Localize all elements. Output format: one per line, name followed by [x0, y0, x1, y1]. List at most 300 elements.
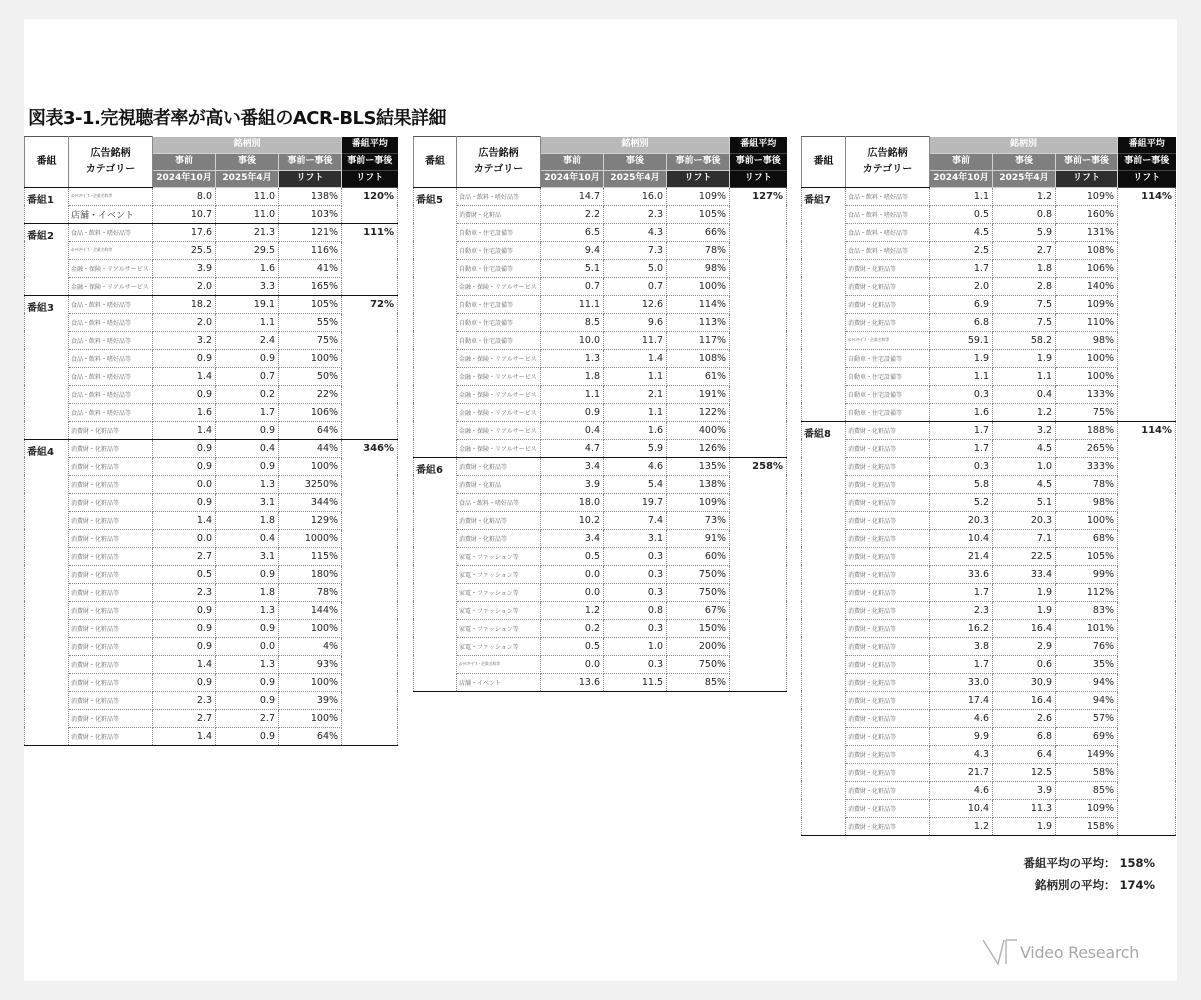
after-value: 2.3 — [604, 205, 667, 223]
category-cell: 家電・ファッション等 — [457, 583, 541, 601]
category-cell: 金融・保険・リアルサービス — [457, 349, 541, 367]
category-cell: 消費財・化粧品等 — [69, 619, 153, 637]
lift-value: 109% — [667, 493, 730, 511]
before-value: 2.7 — [153, 709, 216, 727]
category-cell: 消費財・化粧品等 — [69, 709, 153, 727]
header-avg-diff: 事前ー事後 — [1118, 153, 1176, 170]
after-value: 2.1 — [604, 385, 667, 403]
lift-value: 117% — [667, 331, 730, 349]
before-value: 5.2 — [930, 493, 993, 511]
after-value: 2.6 — [993, 709, 1056, 727]
header-after: 事後 — [216, 153, 279, 170]
lift-value: 750% — [667, 565, 730, 583]
lift-value: 35% — [1056, 655, 1118, 673]
category-cell: 金融・保険・リアルサービス — [457, 367, 541, 385]
lift-value: 400% — [667, 421, 730, 439]
before-value: 17.6 — [153, 223, 216, 241]
after-value: 0.3 — [604, 565, 667, 583]
header-after-date: 2025年4月 — [993, 170, 1056, 187]
before-value: 0.0 — [153, 475, 216, 493]
before-value: 1.4 — [153, 727, 216, 745]
program-name: 番組1 — [25, 187, 69, 223]
after-value: 1.9 — [993, 583, 1056, 601]
before-value: 0.7 — [541, 277, 604, 295]
before-value: 10.2 — [541, 511, 604, 529]
after-value: 1.8 — [216, 583, 279, 601]
before-value: 3.4 — [541, 529, 604, 547]
before-value: 2.2 — [541, 205, 604, 223]
lift-value: 85% — [667, 673, 730, 691]
lift-value: 109% — [1056, 187, 1118, 205]
after-value: 1.9 — [993, 817, 1056, 835]
lift-value: 4% — [279, 637, 342, 655]
after-value: 0.9 — [216, 691, 279, 709]
logo-mark-icon — [982, 938, 1018, 966]
before-value: 1.2 — [930, 817, 993, 835]
header-lift: リフト — [279, 170, 342, 187]
after-value: 0.9 — [216, 673, 279, 691]
lift-value: 3250% — [279, 475, 342, 493]
category-cell: 食品・飲料・嗜好品等 — [69, 403, 153, 421]
after-value: 20.3 — [993, 511, 1056, 529]
after-value: 1.7 — [216, 403, 279, 421]
program-average-lift: 127% — [730, 187, 787, 457]
category-cell: 自動車・住宅設備等 — [846, 367, 930, 385]
before-value: 33.6 — [930, 565, 993, 583]
lift-value: 68% — [1056, 529, 1118, 547]
category-cell: 食品・飲料・嗜好品等 — [69, 295, 153, 313]
lift-value: 150% — [667, 619, 730, 637]
before-value: 18.2 — [153, 295, 216, 313]
category-cell: 消費財・化粧品等 — [846, 799, 930, 817]
lift-value: 121% — [279, 223, 342, 241]
lift-value: 99% — [1056, 565, 1118, 583]
category-cell: 消費財・化粧品等 — [846, 313, 930, 331]
before-value: 1.4 — [153, 421, 216, 439]
header-before: 事前 — [541, 153, 604, 170]
before-value: 10.7 — [153, 205, 216, 223]
lift-value: 160% — [1056, 205, 1118, 223]
before-value: 1.9 — [930, 349, 993, 367]
after-value: 2.9 — [993, 637, 1056, 655]
category-cell: 自動車・住宅設備等 — [457, 223, 541, 241]
before-value: 10.4 — [930, 529, 993, 547]
lift-value: 100% — [279, 709, 342, 727]
lift-value: 165% — [279, 277, 342, 295]
after-value: 1.1 — [604, 403, 667, 421]
category-cell: 消費財・化粧品等 — [846, 295, 930, 313]
after-value: 1.9 — [993, 349, 1056, 367]
table-row — [25, 439, 398, 457]
category-cell: 金融・保険・リアルサービス — [457, 277, 541, 295]
category-cell: 消費財・化粧品等 — [69, 565, 153, 583]
after-value: 5.4 — [604, 475, 667, 493]
before-value: 4.3 — [930, 745, 993, 763]
after-value: 3.1 — [216, 493, 279, 511]
lift-table-2 — [413, 136, 787, 692]
program-average-lift: 111% — [342, 223, 398, 295]
after-value: 0.2 — [216, 385, 279, 403]
before-value: 6.9 — [930, 295, 993, 313]
lift-value: 106% — [1056, 259, 1118, 277]
lift-value: 50% — [279, 367, 342, 385]
header-diff: 事前ー事後 — [279, 153, 342, 170]
lift-value: 75% — [279, 331, 342, 349]
after-value: 1.9 — [993, 601, 1056, 619]
before-value: 4.5 — [930, 223, 993, 241]
lift-value: 75% — [1056, 403, 1118, 421]
category-cell: 消費財・化粧品等 — [846, 655, 930, 673]
table-row — [414, 187, 787, 205]
lift-value: 94% — [1056, 691, 1118, 709]
after-value: 0.8 — [993, 205, 1056, 223]
category-cell: 金融・保険・リアルサービス — [457, 421, 541, 439]
after-value: 12.5 — [993, 763, 1056, 781]
category-cell: 自動車・住宅設備等 — [457, 331, 541, 349]
lift-value: 116% — [279, 241, 342, 259]
after-value: 1.6 — [216, 259, 279, 277]
category-cell: 家電・ファッション等 — [457, 601, 541, 619]
after-value: 11.5 — [604, 673, 667, 691]
lift-value: 105% — [279, 295, 342, 313]
lift-value: 110% — [1056, 313, 1118, 331]
lift-value: 103% — [279, 205, 342, 223]
before-value: 1.6 — [930, 403, 993, 421]
category-cell: 消費財・化粧品等 — [69, 511, 153, 529]
lift-value: 44% — [279, 439, 342, 457]
category-cell: 食品・飲料・嗜好品等 — [69, 385, 153, 403]
before-value: 2.0 — [153, 313, 216, 331]
category-cell: 家電・ファッション等 — [457, 547, 541, 565]
category-cell: 消費財・化粧品等 — [846, 601, 930, 619]
after-value: 3.3 — [216, 277, 279, 295]
header-lift: リフト — [1056, 170, 1118, 187]
program-average-summary: 番組平均の平均： 158% — [1023, 856, 1155, 870]
category-cell: 消費財・化粧品等 — [69, 655, 153, 673]
before-value: 3.9 — [153, 259, 216, 277]
category-cell: 消費財・化粧品等 — [69, 421, 153, 439]
after-value: 0.9 — [216, 349, 279, 367]
header-program-average: 番組平均 — [730, 137, 787, 154]
lift-value: 64% — [279, 727, 342, 745]
category-cell: 食品・飲料・嗜好品等 — [846, 205, 930, 223]
lift-value: 112% — [1056, 583, 1118, 601]
before-value: 3.2 — [153, 331, 216, 349]
lift-value: 750% — [667, 583, 730, 601]
lift-value: 108% — [667, 349, 730, 367]
table-row — [802, 421, 1176, 439]
program-name: 番組2 — [25, 223, 69, 295]
after-value: 0.9 — [216, 727, 279, 745]
after-value: 0.6 — [993, 655, 1056, 673]
header-brand-group: 銘柄別 — [153, 137, 342, 154]
before-value: 0.0 — [541, 655, 604, 673]
before-value: 1.7 — [930, 421, 993, 439]
category-cell: 自動車・住宅設備等 — [846, 385, 930, 403]
after-value: 9.6 — [604, 313, 667, 331]
category-cell: 消費財・化粧品等 — [846, 745, 930, 763]
after-value: 0.9 — [216, 457, 279, 475]
before-value: 18.0 — [541, 493, 604, 511]
after-value: 0.8 — [604, 601, 667, 619]
lift-value: 106% — [279, 403, 342, 421]
before-value: 1.4 — [153, 655, 216, 673]
lift-value: 149% — [1056, 745, 1118, 763]
category-cell: 消費財・化粧品等 — [846, 781, 930, 799]
lift-value: 41% — [279, 259, 342, 277]
lift-value: 100% — [1056, 367, 1118, 385]
category-cell: 消費財・化粧品等 — [69, 601, 153, 619]
before-value: 0.3 — [930, 385, 993, 403]
after-value: 1.6 — [604, 421, 667, 439]
header-after: 事後 — [993, 153, 1056, 170]
after-value: 30.9 — [993, 673, 1056, 691]
category-cell: 食品・飲料・嗜好品等 — [69, 349, 153, 367]
header-before-date: 2024年10月 — [930, 170, 993, 187]
lift-value: 76% — [1056, 637, 1118, 655]
before-value: 0.9 — [153, 601, 216, 619]
before-value: 25.5 — [153, 241, 216, 259]
before-value: 0.0 — [153, 529, 216, 547]
lift-value: 61% — [667, 367, 730, 385]
category-cell: 消費財・化粧品等 — [846, 637, 930, 655]
header-lift: リフト — [667, 170, 730, 187]
after-value: 4.5 — [993, 439, 1056, 457]
after-value: 1.2 — [993, 187, 1056, 205]
lift-value: 57% — [1056, 709, 1118, 727]
before-value: 1.1 — [930, 187, 993, 205]
lift-value: 73% — [667, 511, 730, 529]
category-cell: 消費財・化粧品等 — [846, 529, 930, 547]
category-cell: ｵﾝﾗｲﾝｻｰﾋﾞｽ・企業名称等 — [69, 187, 153, 205]
category-cell: 金融・保険・リアルサービス — [457, 439, 541, 457]
after-value: 58.2 — [993, 331, 1056, 349]
before-value: 0.5 — [541, 547, 604, 565]
category-cell: 消費財・化粧品等 — [846, 565, 930, 583]
after-value: 3.2 — [993, 421, 1056, 439]
lift-value: 100% — [279, 619, 342, 637]
before-value: 1.7 — [930, 655, 993, 673]
lift-value: 750% — [667, 655, 730, 673]
before-value: 0.2 — [541, 619, 604, 637]
after-value: 0.3 — [604, 583, 667, 601]
category-cell: 店舗・イベント — [457, 673, 541, 691]
header-avg-diff: 事前ー事後 — [342, 153, 398, 170]
before-value: 0.5 — [541, 637, 604, 655]
after-value: 3.9 — [993, 781, 1056, 799]
lift-value: 200% — [667, 637, 730, 655]
before-value: 1.7 — [930, 439, 993, 457]
before-value: 1.7 — [930, 583, 993, 601]
category-cell: 自動車・住宅設備等 — [846, 403, 930, 421]
after-value: 11.0 — [216, 187, 279, 205]
after-value: 0.7 — [216, 367, 279, 385]
lift-value: 55% — [279, 313, 342, 331]
after-value: 7.5 — [993, 313, 1056, 331]
lift-value: 78% — [667, 241, 730, 259]
after-value: 1.1 — [993, 367, 1056, 385]
program-average-lift: 258% — [730, 457, 787, 691]
after-value: 6.4 — [993, 745, 1056, 763]
lift-table-1 — [24, 136, 398, 746]
header-diff: 事前ー事後 — [667, 153, 730, 170]
category-cell: 自動車・住宅設備等 — [457, 259, 541, 277]
video-research-logo — [982, 938, 1157, 968]
program-name: 番組3 — [25, 295, 69, 439]
lift-value: 67% — [667, 601, 730, 619]
after-value: 4.5 — [993, 475, 1056, 493]
lift-value: 108% — [1056, 241, 1118, 259]
before-value: 0.9 — [153, 637, 216, 655]
lift-value: 98% — [1056, 493, 1118, 511]
lift-value: 265% — [1056, 439, 1118, 457]
before-value: 8.5 — [541, 313, 604, 331]
after-value: 16.4 — [993, 619, 1056, 637]
category-cell: 消費財・化粧品等 — [846, 763, 930, 781]
brand-average-summary: 銘柄別の平均： 174% — [1034, 878, 1155, 892]
lift-value: 22% — [279, 385, 342, 403]
logo-text: Video Research — [1020, 943, 1140, 962]
category-cell: 金融・保険・リアルサービス — [69, 277, 153, 295]
header-after-date: 2025年4月 — [216, 170, 279, 187]
before-value: 0.9 — [153, 619, 216, 637]
before-value: 0.9 — [153, 673, 216, 691]
before-value: 4.7 — [541, 439, 604, 457]
before-value: 14.7 — [541, 187, 604, 205]
lift-value: 180% — [279, 565, 342, 583]
lift-value: 83% — [1056, 601, 1118, 619]
after-value: 0.9 — [216, 421, 279, 439]
after-value: 0.0 — [216, 637, 279, 655]
lift-value: 188% — [1056, 421, 1118, 439]
category-cell: 消費財・化粧品等 — [846, 511, 930, 529]
category-cell: 消費財・化粧品等 — [846, 493, 930, 511]
before-value: 0.9 — [541, 403, 604, 421]
after-value: 0.3 — [604, 547, 667, 565]
header-avg-diff: 事前ー事後 — [730, 153, 787, 170]
before-value: 10.4 — [930, 799, 993, 817]
category-cell: 食品・飲料・嗜好品等 — [846, 223, 930, 241]
after-value: 2.4 — [216, 331, 279, 349]
after-value: 29.5 — [216, 241, 279, 259]
header-avg-lift: リフト — [342, 170, 398, 187]
before-value: 0.9 — [153, 385, 216, 403]
after-value: 7.3 — [604, 241, 667, 259]
before-value: 16.2 — [930, 619, 993, 637]
before-value: 2.3 — [153, 583, 216, 601]
category-cell: 食品・飲料・嗜好品等 — [69, 223, 153, 241]
lift-value: 129% — [279, 511, 342, 529]
lift-value: 113% — [667, 313, 730, 331]
lift-value: 1000% — [279, 529, 342, 547]
category-cell: 消費財・化粧品等 — [69, 475, 153, 493]
category-cell: 消費財・化粧品等 — [846, 475, 930, 493]
lift-table-3 — [801, 136, 1176, 836]
category-cell: 自動車・住宅設備等 — [457, 295, 541, 313]
before-value: 0.4 — [541, 421, 604, 439]
lift-value: 100% — [1056, 349, 1118, 367]
after-value: 33.4 — [993, 565, 1056, 583]
category-cell: 消費財・化粧品等 — [69, 637, 153, 655]
lift-value: 91% — [667, 529, 730, 547]
category-cell: 消費財・化粧品 — [457, 475, 541, 493]
before-value: 0.5 — [153, 565, 216, 583]
category-cell: 消費財・化粧品等 — [846, 439, 930, 457]
after-value: 5.0 — [604, 259, 667, 277]
header-after: 事後 — [604, 153, 667, 170]
before-value: 0.9 — [153, 493, 216, 511]
lift-value: 39% — [279, 691, 342, 709]
after-value: 1.8 — [993, 259, 1056, 277]
lift-value: 138% — [667, 475, 730, 493]
category-cell: 消費財・化粧品等 — [846, 457, 930, 475]
category-cell: 食品・飲料・嗜好品等 — [457, 493, 541, 511]
program-name: 番組8 — [802, 421, 846, 835]
before-value: 0.9 — [153, 349, 216, 367]
before-value: 13.6 — [541, 673, 604, 691]
after-value: 5.9 — [993, 223, 1056, 241]
header-diff: 事前ー事後 — [1056, 153, 1118, 170]
lift-value: 100% — [279, 349, 342, 367]
category-cell: 家電・ファッション等 — [457, 565, 541, 583]
lift-value: 158% — [1056, 817, 1118, 835]
after-value: 1.0 — [604, 637, 667, 655]
before-value: 2.0 — [153, 277, 216, 295]
category-cell: 消費財・化粧品等 — [846, 547, 930, 565]
before-value: 17.4 — [930, 691, 993, 709]
category-cell: 食品・飲料・嗜好品等 — [69, 367, 153, 385]
before-value: 4.6 — [930, 781, 993, 799]
after-value: 7.4 — [604, 511, 667, 529]
before-value: 6.8 — [930, 313, 993, 331]
before-value: 33.0 — [930, 673, 993, 691]
after-value: 7.5 — [993, 295, 1056, 313]
after-value: 0.3 — [604, 655, 667, 673]
category-cell: 消費財・化粧品等 — [457, 457, 541, 475]
after-value: 0.7 — [604, 277, 667, 295]
category-cell: 消費財・化粧品等 — [457, 529, 541, 547]
lift-value: 133% — [1056, 385, 1118, 403]
table-row — [414, 457, 787, 475]
lift-value: 140% — [1056, 277, 1118, 295]
after-value: 1.3 — [216, 601, 279, 619]
table-row — [25, 223, 398, 241]
after-value: 3.1 — [604, 529, 667, 547]
category-cell: 自動車・住宅設備等 — [846, 349, 930, 367]
header-avg-lift: リフト — [1118, 170, 1176, 187]
lift-value: 114% — [667, 295, 730, 313]
before-value: 6.5 — [541, 223, 604, 241]
after-value: 0.4 — [216, 529, 279, 547]
lift-value: 138% — [279, 187, 342, 205]
header-before: 事前 — [930, 153, 993, 170]
category-cell: 消費財・化粧品等 — [846, 583, 930, 601]
after-value: 0.9 — [216, 619, 279, 637]
after-value: 1.3 — [216, 655, 279, 673]
lift-value: 93% — [279, 655, 342, 673]
lift-value: 105% — [667, 205, 730, 223]
header-program: 番組 — [25, 137, 69, 188]
after-value: 4.6 — [604, 457, 667, 475]
before-value: 21.4 — [930, 547, 993, 565]
category-cell: 消費財・化粧品等 — [69, 691, 153, 709]
after-value: 19.1 — [216, 295, 279, 313]
category-cell: ｵﾝﾗｲﾝｻｰﾋﾞｽ・企業名称等 — [846, 331, 930, 349]
lift-value: 58% — [1056, 763, 1118, 781]
before-value: 3.9 — [541, 475, 604, 493]
category-cell: 消費財・化粧品等 — [69, 673, 153, 691]
lift-value: 126% — [667, 439, 730, 457]
